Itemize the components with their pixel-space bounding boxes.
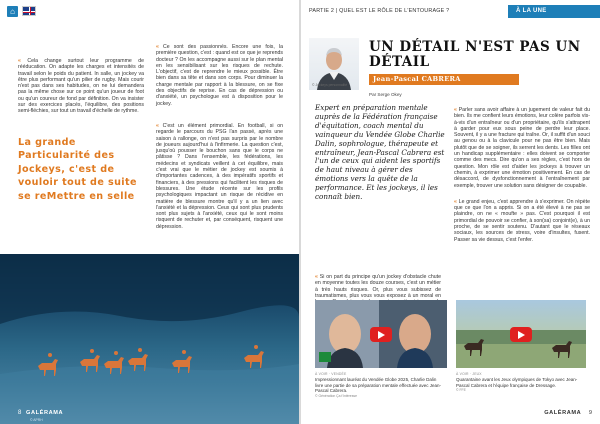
video-1-credit: © Génération Ça t'Intéresse: [315, 393, 357, 398]
video-2-text: Quarantaine avant les Jeux olympiques de Tokyo avec Jean-Pascal Cabrera et l'équipe française de Dressage.: [456, 377, 578, 388]
paragraph: Si on part du principe qu'un jockey d'obstacle chute en moyenne toutes les douze courses, c'est un métier à très hauts risques. Or, plus vous subissez de traumatismes, plus vous vous exposez à un moral en: [315, 274, 441, 299]
portrait-caption: © Jockeys personnalité: [312, 83, 348, 87]
section-badge[interactable]: À LA UNE: [508, 5, 600, 18]
byline: Par Serge Okey: [369, 92, 402, 97]
pull-quote: La grande Particularité des Jockeys, c'est de vouloir tout de suite se reMettre en selle: [18, 137, 137, 202]
play-button-icon[interactable]: [510, 327, 532, 342]
horse-riders-illustration: [0, 254, 299, 424]
article-title: UN DÉTAIL N'EST PAS UN DÉTAIL: [369, 39, 581, 70]
video-1-caption: [315, 372, 441, 399]
video-2-credit: © FFE: [456, 388, 466, 393]
left-column-1: « Cela change surtout leur programme de rééducation. On adapte les charges et intensités de travail selon le poids du patient. In salle, un jockey va être plus performant qu'un pilier de rugby. Mais courir n'est pas dans ses habitudes, on ne lui demandera pas la même chose sur ce point qu'un joueur de foot ou qu'un coureur de fond par définition. On va insister sur des exercices placés, l'équilibre, des positions semi-fléchies, sur tout un travail d'échelle de rythme.: [18, 58, 144, 115]
right-top-bar: [301, 0, 600, 20]
right-column-1: « Si on part du principe qu'un jockey d'obstacle chute en moyenne toutes les douze courses, c'est un métier à très hauts risques. Or, plus vous subissez de traumatismes, plus vous vous exposez à un moral en: [315, 274, 441, 343]
paragraph: Cela change surtout leur programme de rééducation. On adapte les charges et intensités de travail selon le poids du patient. In salle, un jockey va être plus performant qu'un pilier de rugby. Mais courir n'est pas dans ses habitudes, on ne lui demandera pas la même chose sur ce point qu'un joueur de foot ou qu'un coureur de fond par définition. On va insister sur des exercices placés, l'équilibre, des positions semi-fléchies, sur tout un travail d'échelle de rythme.: [18, 58, 144, 115]
paragraph: C'est un élément primordial. En football, si on regarde le parcours du PSG l'an passé, après une saison à rallonge, on n'est pas surpris par le nombre de joueurs aujourd'hui à l'infirmerie. La question c'est, jusqu'où pousser le bouchon sans que le corps ne pâtisse ? Dans l'ensemble, les fédérations, les médecins et syndicats veillent à cet équilibre, mais c'est vrai que le métier de jockey est soumis à d'importantes cadences, à des impératifs sportifs et financiers, à des pressions qui facilitent les risques de blessures. Une étude récente sur les profils psychologiques impactant un risque de récidive en matière de blessure montre qu'il y a un lien avec l'anxiété et la dépression. Ceux qui sont plus prudents sont plus sujets à l'anxiété, ceux qui le sont moins risquent de rechuter et, par conséquent, risquent une dépression.: [156, 122, 284, 230]
play-button-icon[interactable]: [370, 327, 392, 342]
video-1-text: Impressionnant lauréat du Vendée Globe 2025, Charlie Dalin livre une partie de sa préparation mentale effectuée avec Jean-Pascal Cabrera.: [315, 377, 441, 394]
paragraph: Ce sont des passionnés. Encore une fois, la première question, c'est : quand est ce que je reprends docteur ? On les accompagne aussi sur le plan mental en les sensibilisant sur les risques de rechute. L'objectif, c'est de reprendre le mieux possible. Être bien dans sa tête et dans son corps. Pour diminuer la charge mentale par rapport à la blessure, on se fixe des objectifs de reprise. En cas de dépression ou d'anxiété, un psychologue est à disposition pour le jockey.: [156, 44, 284, 107]
right-column-2: « Parler sans avoir affaire à un jugement de valeur fait du bien. Ils me confient leurs émotions, leur colère parfois vis-à-vis d'un entraîneur ou d'un propriétaire, qu'ils s'attrapent à garder pour eux sous peine de perdre leur place. Souvent, il y a une fracture qui traîne. Or, il suffit d'un souci au genou ou à la clavicule pour ne pas être bien. Mais plutôt que de se soigner, ils serrent les dents. Les filles ont un handicap supplémentaire : elles doivent se comporter comme des mecs. Dire qu'on a ses règles, c'est hors de question. Mon rôle est d'aider les jockeys à trouver un chemin, à exprimer une émotion positivement. En cas de désaccord, de dysfonctionnement à l'entraînement par exemple, trouver une solution sans désigner de coupable. « Le grand enjeu, c'est apprendre à s'exprimer. On répète que ce que l'on a appris. Si on a été élevé à ne pas se plaindre, on ne « moufte » pas. C'est pourquoi il est primordial de pouvoir se confier, à son(sa) conjoint(e), à un proche, de se sentir soutenu. D'autant que le réseaux sociaux, les sources de stress, voire d'insultes, fusent. Passer sa vie dessus, c'est l'enfer.: [454, 107, 590, 243]
article-subtitle: Jean-Pascal CABRERA: [369, 74, 519, 85]
video-1-tag: À VOIR · VENDÉE: [315, 372, 347, 376]
left-top-bar: [0, 0, 299, 20]
left-page: [0, 0, 299, 424]
article-intro: Expert en préparation mentale auprès de la Fédération française d'équitation, coach mental du vainqueur du Vendée Globe Charlie Dalin, sophrologue, thérapeute et entraîneur, Jean-Pascal Cabrera est l'un de ceux qui aident les sportifs de haut niveau à gérer des émotions vers la quête de la performance. Et les jockeys, il les connaît bien.: [315, 103, 445, 202]
video-thumbnail-1[interactable]: [315, 300, 447, 368]
breadcrumb[interactable]: PARTIE 2 | QUEL EST LE RÔLE DE L'ENTOURAGE ?: [309, 8, 450, 14]
photo-credit: © APRH: [30, 418, 43, 422]
uk-flag-icon[interactable]: [22, 6, 36, 16]
video-2-tag: À VOIR · JEUX: [456, 372, 482, 376]
video-thumbnail-2[interactable]: [456, 300, 586, 368]
page-number: 9: [588, 410, 592, 416]
horses-photo: [0, 254, 299, 424]
page-number: 8: [18, 410, 22, 416]
home-icon[interactable]: ⌂: [7, 6, 18, 17]
brand-logo: GALÉRAMA: [26, 410, 64, 416]
video-2-caption: [456, 372, 582, 394]
paragraph: Le grand enjeu, c'est apprendre à s'exprimer. On répète que ce que l'on a appris. Si on a été élevé à ne pas se plaindre, on ne « moufte » pas. C'est pourquoi il est primordial de pouvoir se confier, à son(sa) conjoint(e), à un proche, de se sentir soutenu. D'autant que le réseaux sociaux, les sources de stress, voire d'insultes, fusent. Passer sa vie dessus, c'est l'enfer.: [454, 198, 590, 243]
left-column-2: « Ce sont des passionnés. Encore une fois, la première question, c'est : quand est ce que je reprends docteur ? On les accompagne aussi sur le plan mental en les sensibilisant sur les risques de rechute. L'objectif, c'est de reprendre le mieux possible. Être bien dans sa tête et dans son corps. Pour diminuer la charge mentale par rapport à la blessure, on se fixe des objectifs de reprise. En cas de dépression ou d'anxiété, un psychologue est à disposition pour le jockey. « C'est un élément primordial. En football, si on regarde le parcours du PSG l'an passé, après une saison à rallonge, on n'est pas surpris par le nombre de joueurs aujourd'hui à l'infirmerie. La question c'est, jusqu'où pousser le bouchon sans que le corps ne pâtisse ? Dans l'ensemble, les fédérations, les médecins et syndicats veillent à cet équilibre, mais c'est vrai que le métier de jockey est soumis à d'importantes cadences, à des impératifs sportifs et financiers, à des pressions qui facilitent les risques de blessures. Une étude récente sur les profils psychologiques impactant un risque de récidive en matière de blessure montre qu'il y a un lien avec l'anxiété et la dépression. Ceux qui sont plus prudents sont plus sujets à l'anxiété, ceux qui le sont moins risquent de rechuter et, par conséquent, risquent une dépression.: [156, 44, 284, 230]
portrait-photo: [309, 38, 359, 90]
right-footer: [544, 410, 592, 416]
right-page: [301, 0, 600, 424]
brand-logo: GALÉRAMA: [544, 410, 582, 416]
paragraph: Parler sans avoir affaire à un jugement de valeur fait du bien. Ils me confient leurs émotions, leur colère parfois vis-à-vis d'un entraîneur ou d'un propriétaire, qu'ils s'attrapent à garder pour eux sous peine de perdre leur place. Souvent, il y a une fracture qui traîne. Or, il suffit d'un souci au genou ou à la clavicule pour ne pas être bien. Mais plutôt que de se soigner, ils serrent les dents. Les filles ont un handicap supplémentaire : elles doivent se comporter comme des mecs. Dire qu'on a ses règles, c'est hors de question. Mon rôle est d'aider les jockeys à trouver un chemin, à exprimer une émotion positivement. En cas de désaccord, de dysfonctionnement à l'entraînement par exemple, trouver une solution sans désigner de coupable.: [454, 107, 590, 189]
